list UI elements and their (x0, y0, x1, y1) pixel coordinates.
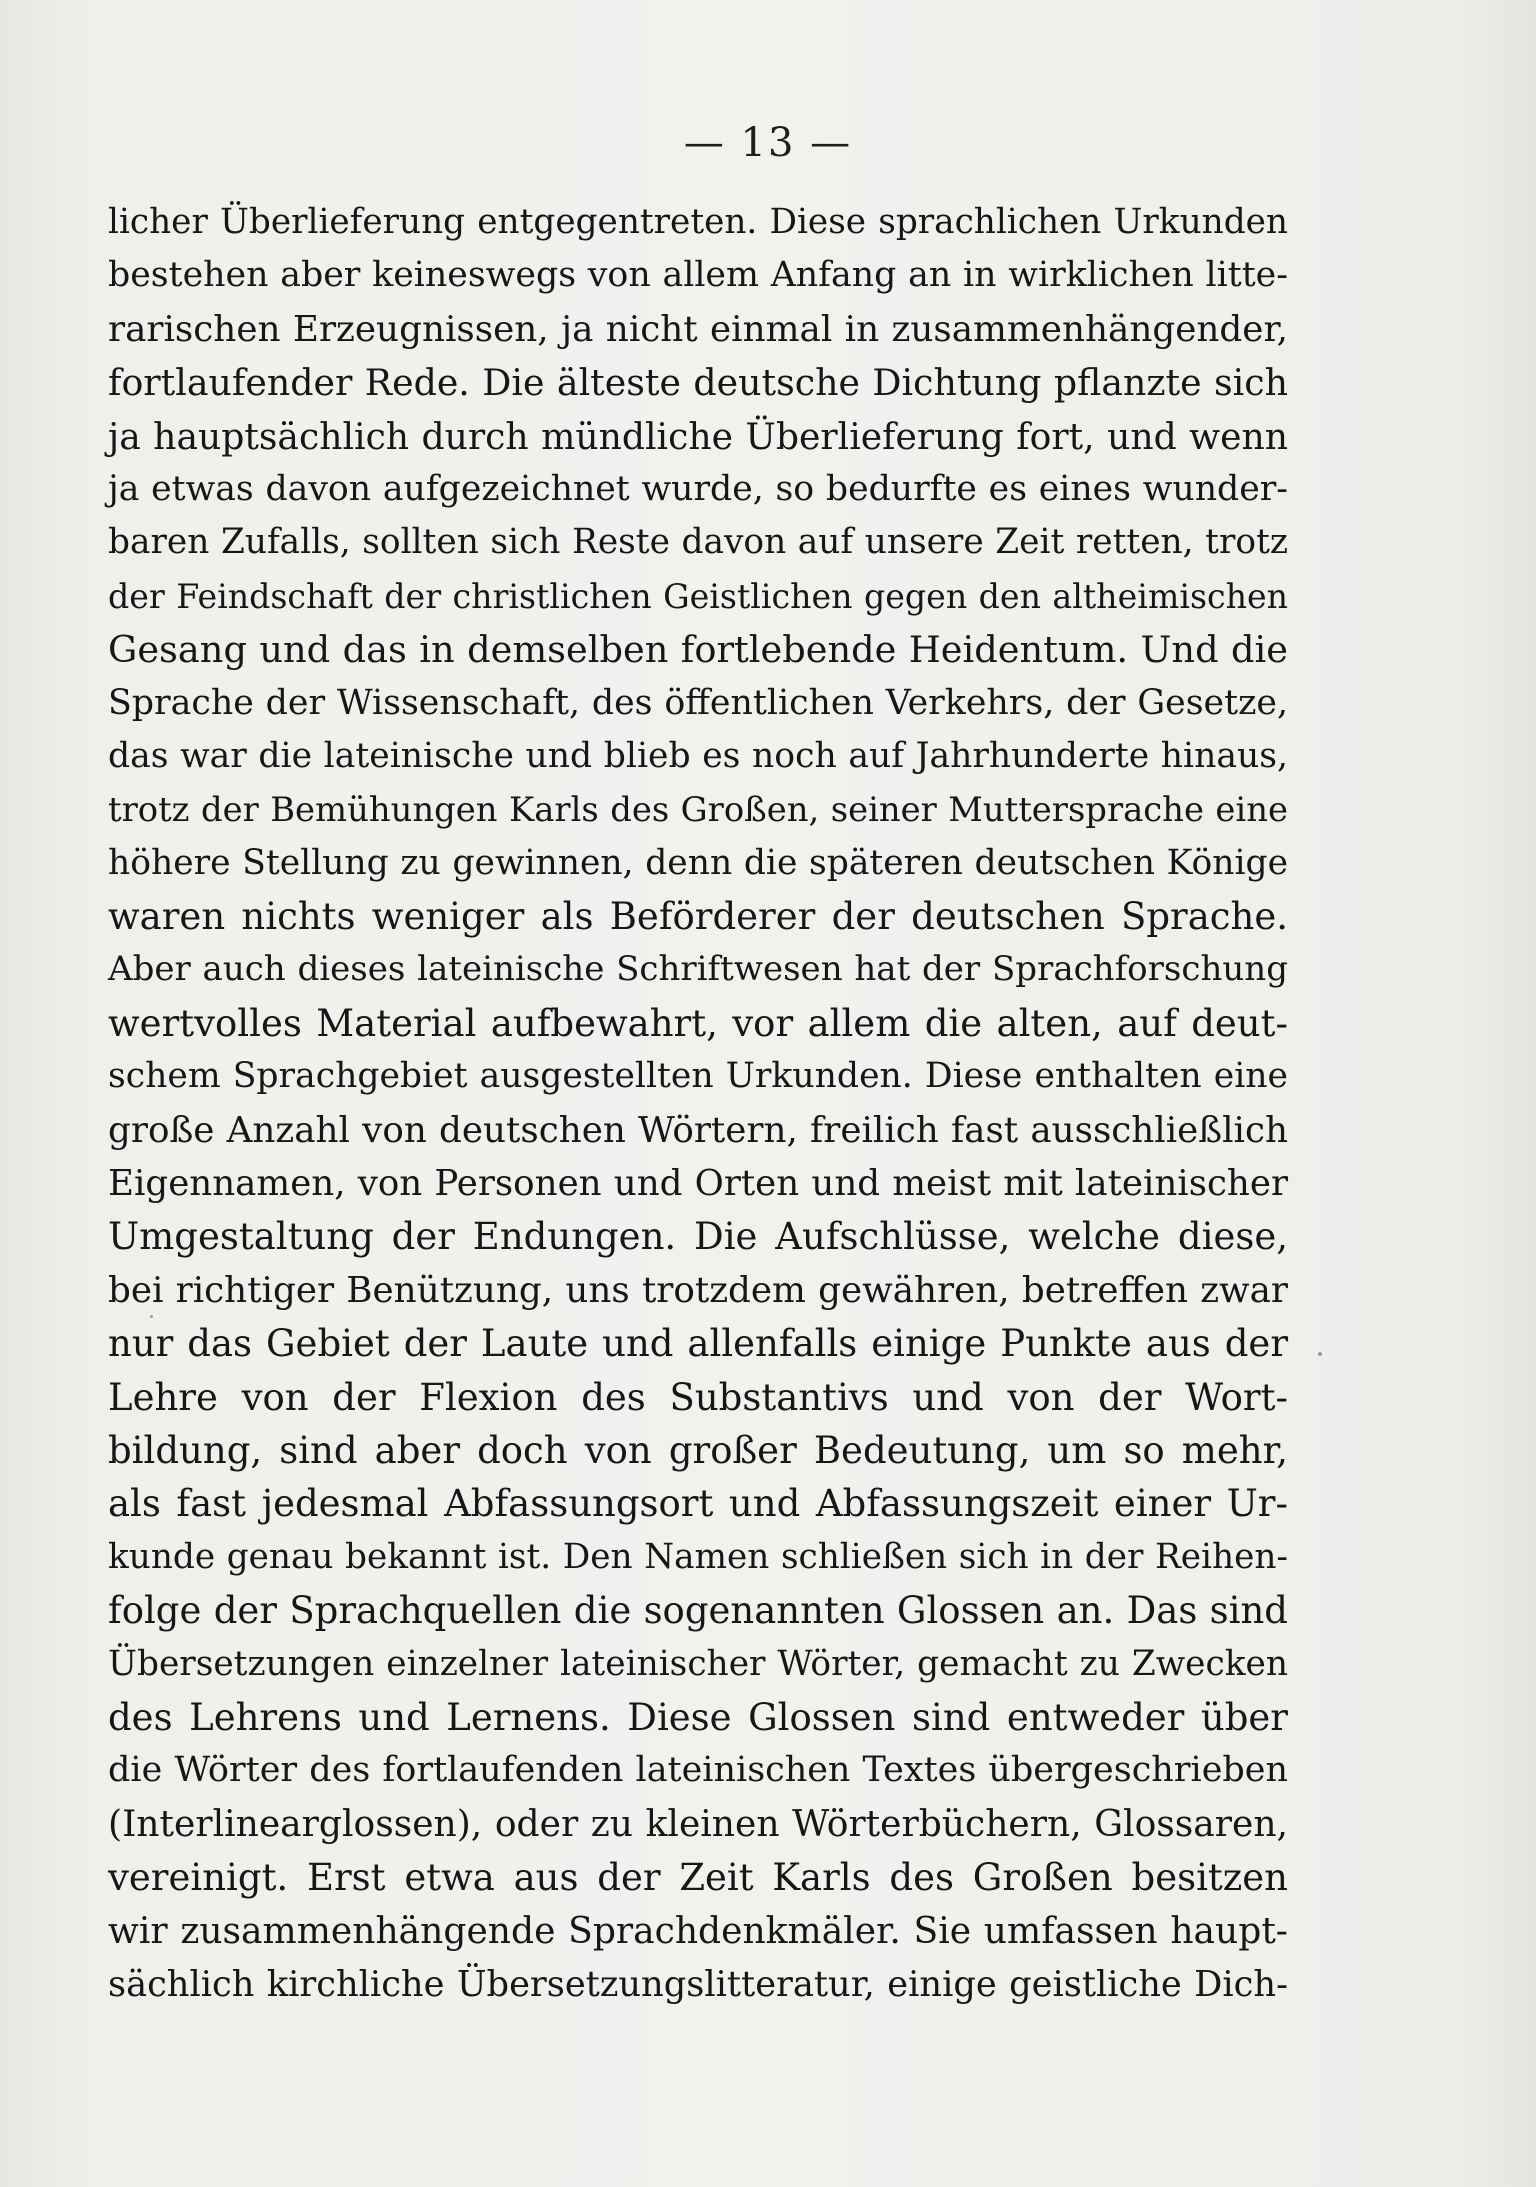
text-line: der Feindschaft der christlichen Geistlichen gegen den altheimischen (108, 576, 1288, 616)
text-line: fortlaufender Rede. Die älteste deutsche Dichtung pflanzte sich (108, 361, 1288, 405)
text-line: nur das Gebiet der Laute und allenfalls einige Punkte aus der (108, 1322, 1288, 1366)
paper-speck (150, 1315, 153, 1318)
text-line: des Lehrens und Lernens. Diese Glossen sind entweder über (108, 1695, 1288, 1739)
text-line: Übersetzungen einzelner lateinischer Wörter, gemacht zu Zwecken (108, 1643, 1288, 1684)
text-line: waren nichts weniger als Beförderer der deutschen Sprache. (108, 895, 1288, 939)
text-line: trotz der Bemühungen Karls des Großen, seiner Muttersprache eine (108, 790, 1288, 830)
text-line: sächlich kirchliche Übersetzungslitteratur, einige geistliche Dich- (108, 1963, 1288, 2005)
text-line: Eigennamen, von Personen und Orten und meist mit lateinischer (108, 1163, 1288, 1205)
text-line: das war die lateinische und blieb es noch auf Jahrhunderte hinaus, (108, 735, 1288, 776)
text-line: die Wörter des fortlaufenden lateinischen Textes übergeschrieben (108, 1750, 1288, 1791)
text-line: ja etwas davon aufgezeichnet wurde, so bedurfte es eines wunder- (108, 468, 1288, 509)
text-line: schem Sprachgebiet ausgestellten Urkunden. Diese enthalten eine (108, 1056, 1288, 1097)
text-line: bestehen aber keineswegs von allem Anfang an in wirklichen litte- (108, 255, 1288, 296)
text-line: (Interlinearglossen), oder zu kleinen Wörterbüchern, Glossaren, (108, 1802, 1288, 1845)
text-line: Lehre von der Flexion des Substantivs und von der Wort- (108, 1375, 1288, 1419)
text-line: folge der Sprachquellen die sogenannten Glossen an. Das sind (108, 1589, 1288, 1633)
text-line: Aber auch dieses lateinische Schriftwesen hat der Sprachforschung (108, 949, 1288, 990)
text-line: ja hauptsächlich durch mündliche Überlieferung fort, und wenn (108, 414, 1288, 458)
text-line: Sprache der Wissenschaft, des öffentlichen Verkehrs, der Gesetze, (108, 682, 1288, 723)
text-line: vereinigt. Erst etwa aus der Zeit Karls des Großen besitzen (108, 1856, 1288, 1900)
text-line: große Anzahl von deutschen Wörtern, freilich fast ausschließlich (108, 1109, 1288, 1151)
text-line: bei richtiger Benützung, uns trotzdem gewähren, betreffen zwar (108, 1269, 1288, 1311)
text-line: kunde genau bekannt ist. Den Namen schließen sich in der Reihen- (108, 1536, 1288, 1577)
text-line: rarischen Erzeugnissen, ja nicht einmal in zusammenhängender, (108, 308, 1288, 350)
text-line: baren Zufalls, sollten sich Reste davon auf unsere Zeit retten, trotz (108, 522, 1288, 563)
text-line: wir zusammenhängende Sprachdenkmäler. Sie umfassen haupt- (108, 1909, 1288, 1952)
text-line: wertvolles Material aufbewahrt, vor allem die alten, auf deut- (108, 1001, 1288, 1045)
text-line: Gesang und das in demselben fortlebende Heidentum. Und die (108, 628, 1288, 672)
page-number: — 13 — (683, 120, 853, 166)
text-line: Umgestaltung der Endungen. Die Aufschlüsse, welche diese, (108, 1215, 1288, 1259)
paper-speck (1318, 1352, 1322, 1356)
text-line: als fast jedesmal Abfassungsort und Abfassungszeit einer Ur- (108, 1482, 1288, 1526)
text-line: bildung, sind aber doch von großer Bedeutung, um so mehr, (108, 1428, 1288, 1472)
body-text (108, 196, 1288, 2011)
text-line: höhere Stellung zu gewinnen, denn die späteren deutschen Könige (108, 842, 1288, 883)
text-line: licher Überlieferung entgegentreten. Diese sprachlichen Urkunden (108, 202, 1288, 242)
